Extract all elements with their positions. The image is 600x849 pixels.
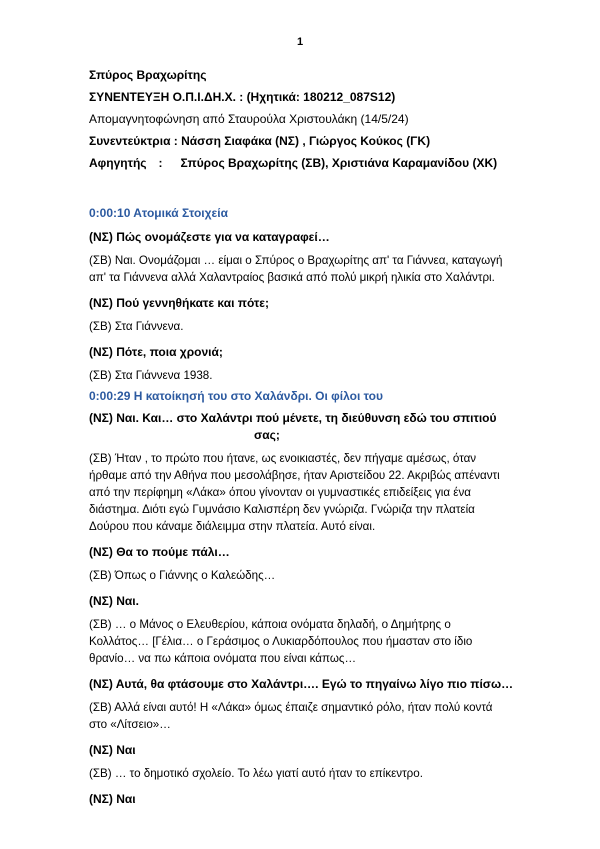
answer-line: (ΣΒ) Στα Γιάννενα. xyxy=(89,320,184,333)
question-line: σας; xyxy=(254,428,280,442)
answer xyxy=(89,567,529,584)
narrators-colon: : xyxy=(158,156,163,170)
answer xyxy=(89,367,529,384)
question xyxy=(89,410,529,444)
answer xyxy=(89,616,529,667)
answer-line: (ΣΒ) Όπως ο Γιάννης ο Καλεώδης… xyxy=(89,569,276,582)
question: (ΝΣ) Ναι xyxy=(89,743,136,757)
page-number: 1 xyxy=(296,36,304,48)
question: (ΝΣ) Πού γεννηθήκατε και πότε; xyxy=(89,296,269,310)
question: (ΝΣ) Πότε, ποια χρονιά; xyxy=(89,345,223,359)
interviewers-label: Συνεντεύκτρια : xyxy=(89,134,178,148)
section-heading: 0:00:10 Ατομικά Στοιχεία xyxy=(89,206,228,220)
answer-line: Δούρου που κάναμε διάλειμμα στην πλατεία. Αυτό είναι. xyxy=(89,520,376,533)
answer-line: (ΣΒ) … το δημοτικό σχολείο. Το λέω γιατί αυτό ήταν το επίκεντρο. xyxy=(89,767,423,780)
answer-line: (ΣΒ) Ναι. Ονομάζομαι … είμαι ο Σπύρος ο Βραχωρίτης απ' τα Γιάννεα, καταγωγή xyxy=(89,254,503,267)
question: (ΝΣ) Ναι. xyxy=(89,594,139,608)
answer xyxy=(89,765,529,782)
answer-line: απ' τα Γιάννενα αλλά Χαλαντραίος βασικά από πολύ μικρή ηλικία στο Χαλάντρι. xyxy=(89,271,495,284)
question: (ΝΣ) Αυτά, θα φτάσουμε στο Χαλάντρι…. Εγώ το πηγαίνω λίγο πιο πίσω… xyxy=(89,677,514,691)
narrator-name: Σπύρος Βραχωρίτης xyxy=(89,68,207,82)
answer-line: ήρθαμε από την Αθήνα που μεσολάβησε, ήταν Αριστείδου 22. Ακριβώς απέναντι xyxy=(89,469,500,482)
answer-line: (ΣΒ) Αλλά είναι αυτό! Η «Λάκα» όμως έπαιζε σημαντικό ρόλο, ήταν πολύ κοντά xyxy=(89,701,493,714)
answer-line: στο «Λίτσειο»… xyxy=(89,718,171,731)
transcription-credit: Απομαγνητοφώνηση από Σταυρούλα Χριστουλάκη (14/5/24) xyxy=(89,112,409,126)
answer xyxy=(89,450,529,535)
interviewers-line xyxy=(89,132,529,150)
answer-line: (ΣΒ) … ο Μάνος ο Ελευθερίου, κάποια ονόματα δηλαδή, ο Δημήτρης ο xyxy=(89,618,451,631)
answer-line: Κολλάτος… [Γέλια… ο Γεράσιμος ο Λυκιαρδόπουλος που ήμασταν στο ίδιο xyxy=(89,635,473,648)
answer xyxy=(89,699,529,733)
answer xyxy=(89,318,529,335)
question: (ΝΣ) Θα το πούμε πάλι… xyxy=(89,545,230,559)
narrators-label: Αφηγητής xyxy=(89,156,147,170)
answer-line: (ΣΒ) Ήταν , το πρώτο που ήτανε, ως ενοικιαστές, δεν πήγαμε αμέσως, όταν xyxy=(89,452,477,465)
question-line: (ΝΣ) Ναι. Και… στο Χαλάντρι πού μένετε, τη διεύθυνση εδώ του σπιτιού xyxy=(89,411,497,425)
answer-line: από την περίφημη «Λάκα» όπου γίνονταν οι γυμναστικές επιδείξεις για ένα xyxy=(89,486,471,499)
interviewers-value: Νάσση Σιαφάκα (ΝΣ) , Γιώργος Κούκος (ΓΚ) xyxy=(181,134,431,148)
document-body xyxy=(89,66,529,814)
narrators-line xyxy=(89,154,529,172)
section-heading: 0:00:29 Η κατοίκησή του στο Χαλάνδρι. Οι φίλοι του xyxy=(89,389,383,403)
interview-title: ΣΥΝΕΝΤΕΥΞΗ Ο.Π.Ι.ΔΗ.Χ. : (Ηχητικά: 180212_087S12) xyxy=(89,90,396,104)
answer-line: (ΣΒ) Στα Γιάννενα 1938. xyxy=(89,369,213,382)
question: (ΝΣ) Πώς ονομάζεστε για να καταγραφεί… xyxy=(89,230,330,244)
narrators-value: Σπύρος Βραχωρίτης (ΣΒ), Χριστιάνα Καραμανίδου (ΧΚ) xyxy=(180,156,498,170)
answer-line: διάστημα. Διότι εγώ Γυμνάσιο Καλισπέρη δεν γνώριζα. Γνώριζα την πλατεία xyxy=(89,503,475,516)
answer xyxy=(89,252,529,286)
question: (ΝΣ) Ναι xyxy=(89,792,136,806)
answer-line: θρανίο… να πω κάποια ονόματα που είναι κάπως… xyxy=(89,652,357,665)
